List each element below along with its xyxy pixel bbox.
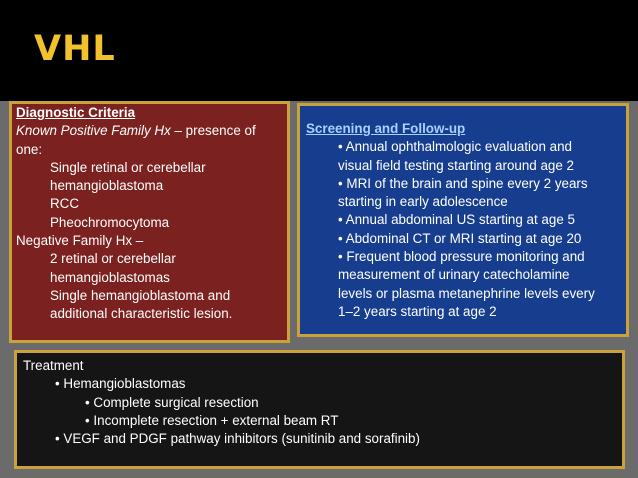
known-item: Pheochromocytoma [50,214,170,230]
treatment-item: • Hemangioblastomas [55,376,186,392]
screening-line: • Annual ophthalmologic evaluation and [338,139,572,155]
treatment-heading: Treatment [23,358,84,373]
slide-title: VHL [34,29,116,69]
screening-line: 1–2 years starting at age 2 [338,303,497,319]
known-item: hemangioblastoma [50,178,164,194]
known-family-label: Known Positive Family Hx [16,123,171,139]
negative-item: Single hemangioblastoma and [50,287,231,303]
negative-item: additional characteristic lesion. [50,306,233,322]
negative-item: hemangioblastomas [50,269,170,285]
screening-line: • Abdominal CT or MRI starting at age 20 [338,230,582,246]
diagnostic-heading: Diagnostic Criteria [16,105,136,120]
known-item: Single retinal or cerebellar [50,159,206,175]
negative-item: 2 retinal or cerebellar [50,251,176,267]
known-family-rest: – presence of [170,123,256,139]
treatment-subitem: • Complete surgical resection [85,394,259,410]
treatment-subitem: • Incomplete resection + external beam RT [85,412,339,428]
negative-family-line: Negative Family Hx – [16,233,144,249]
screening-line: • Annual abdominal US starting at age 5 [338,212,575,228]
known-item: RCC [50,196,80,212]
screening-line: starting in early adolescence [338,194,508,210]
screening-box [297,103,629,337]
treatment-box [14,350,625,469]
screening-line: • MRI of the brain and spine every 2 years [338,175,588,191]
diagnostic-criteria-box [9,101,290,343]
screening-line: • Frequent blood pressure monitoring and [338,249,585,265]
screening-line: visual field testing starting around age 2 [338,157,574,173]
known-family-line [16,122,287,140]
screening-line: measurement of urinary catecholamine [338,267,570,283]
known-one-text: one: [16,141,43,157]
treatment-item: • VEGF and PDGF pathway inhibitors (sunitinib and sorafinib) [55,431,420,447]
screening-heading: Screening and Follow-up [306,121,466,136]
screening-line: levels or plasma metanephrine levels every [338,285,595,301]
